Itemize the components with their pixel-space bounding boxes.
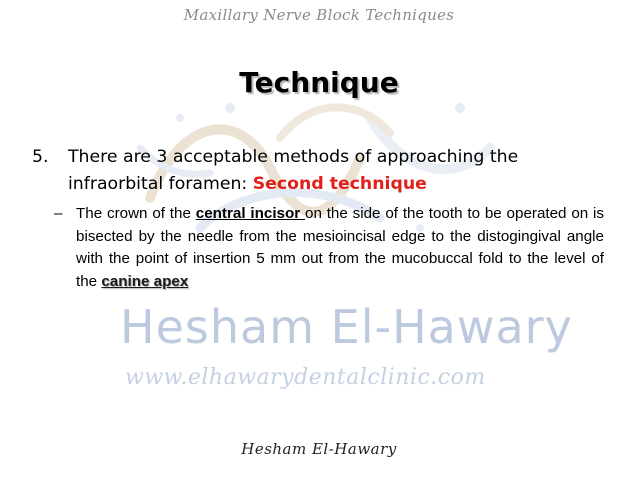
slide-footer: Hesham El-Hawary	[241, 440, 397, 458]
point-number: 5.	[32, 147, 49, 167]
sub-point	[54, 203, 604, 293]
watermark-name: Hesham El-Hawary	[120, 300, 573, 354]
numbered-point	[32, 144, 608, 198]
sub-point-dash: –	[54, 205, 63, 222]
watermark-url: www.elhawarydentalclinic.com	[125, 365, 486, 390]
slide-title: Technique	[239, 66, 399, 99]
point-highlight: Second technique	[252, 174, 427, 194]
sub-point-body	[76, 203, 604, 293]
point-text: There are 3 acceptable methods of approaching the infraorbital foramen:	[68, 147, 519, 194]
slide-header: Maxillary Nerve Block Techniques	[183, 6, 455, 24]
sub-underline-1: central incisor	[195, 205, 305, 222]
sub-text-1: The crown of the	[76, 205, 196, 222]
sub-text-2: on the side of the tooth to be operated on is bisected by the needle from the mesioincisal edge to the distogingival angle with the point of insertion 5 mm out from the mucobuccal fold to the level of the	[76, 205, 605, 290]
point-body	[68, 144, 608, 198]
sub-underline-2: canine apex	[101, 272, 189, 290]
